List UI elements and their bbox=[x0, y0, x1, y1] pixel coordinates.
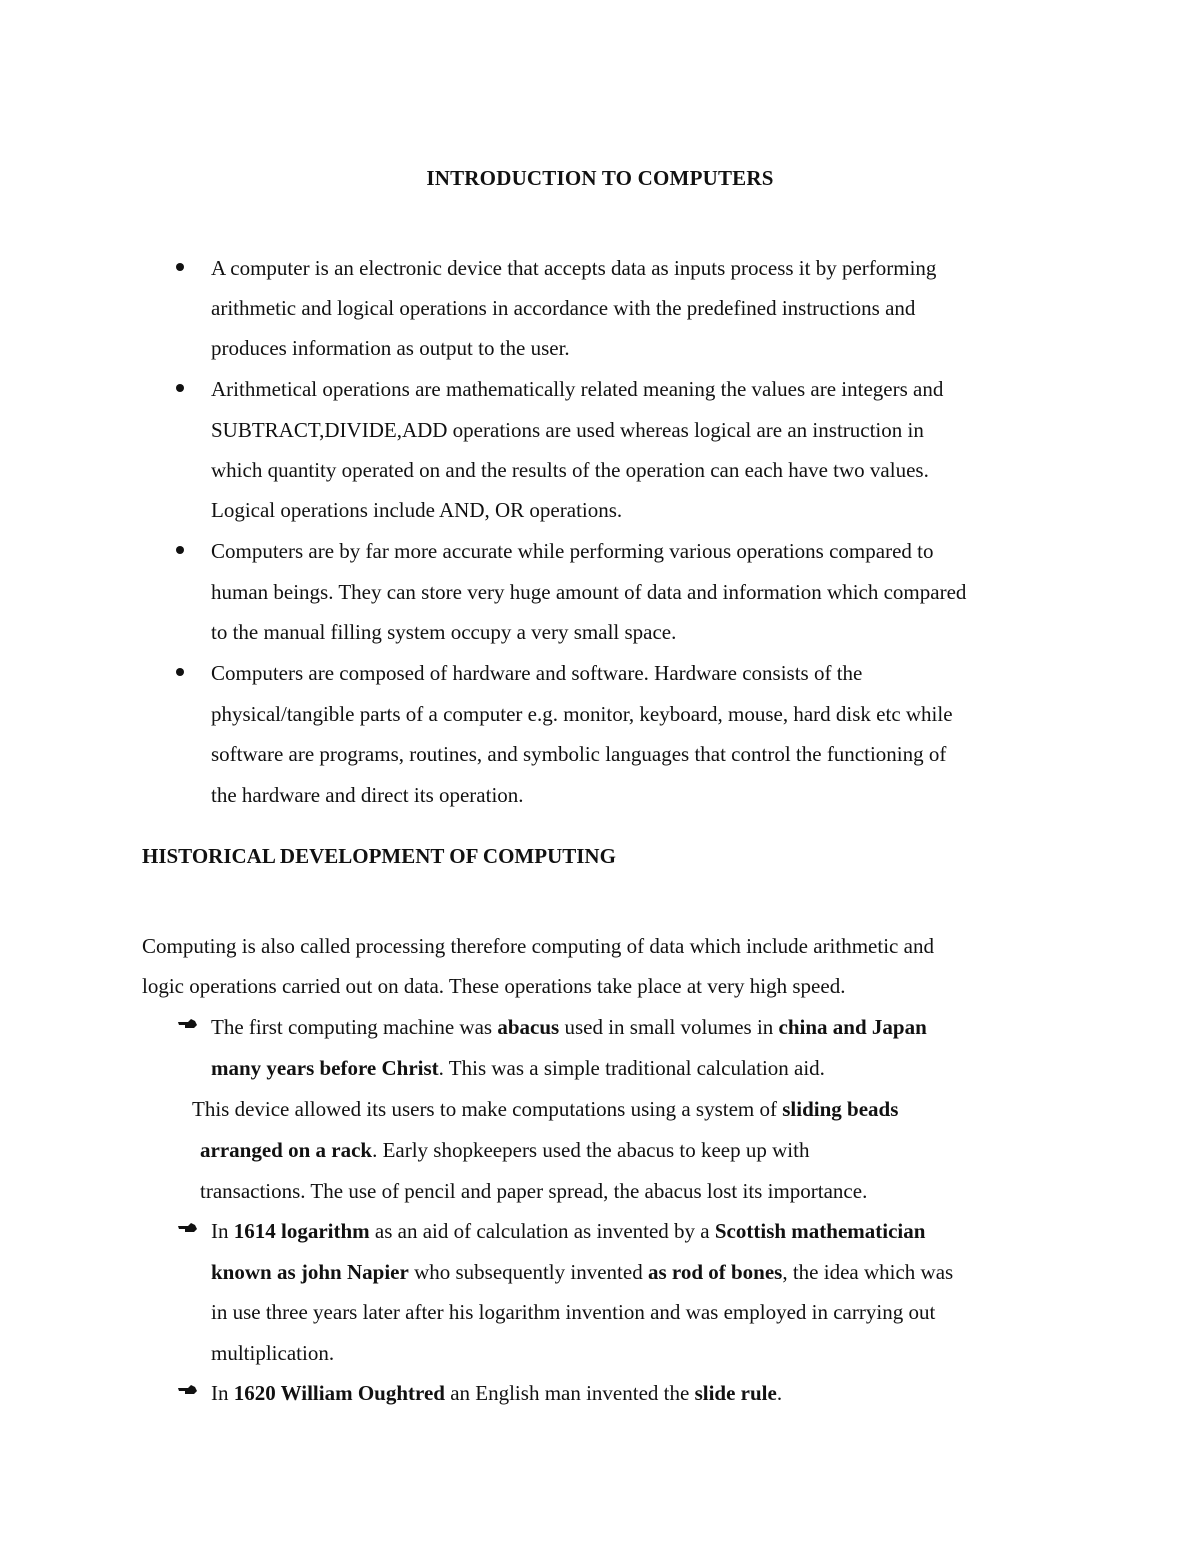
napier-term: Scottish mathematician bbox=[714, 1219, 926, 1243]
abacus-line-5: transactions. The use of pencil and paper spread, the abacus lost its importance. bbox=[200, 1179, 868, 1203]
bullet-4-line-2: physical/tangible parts of a computer e.g. monitor, keyboard, mouse, hard disk etc while bbox=[211, 702, 953, 726]
napier-text: as an aid of calculation as invented by a bbox=[369, 1219, 715, 1243]
abacus-text: . This was a simple traditional calculation aid. bbox=[438, 1056, 825, 1080]
bullet-icon bbox=[176, 263, 184, 271]
abacus-text: This device allowed its users to make computations using a system of bbox=[192, 1097, 783, 1121]
napier-text: who subsequently invented bbox=[408, 1260, 648, 1284]
oughtred-term: 1620 William Oughtred bbox=[233, 1381, 445, 1405]
history-intro-line-2: logic operations carried out on data. These operations take place at very high speed. bbox=[142, 974, 846, 998]
abacus-term: sliding beads bbox=[782, 1097, 899, 1121]
history-intro-line-1: Computing is also called processing therefore computing of data which include arithmetic and bbox=[142, 934, 934, 958]
bullet-2-line-3: which quantity operated on and the results of the operation can each have two values. bbox=[211, 458, 929, 482]
napier-line-4: multiplication. bbox=[211, 1341, 335, 1365]
bullet-4-line-4: the hardware and direct its operation. bbox=[211, 783, 524, 807]
napier-text: , the idea which was bbox=[782, 1260, 954, 1284]
bullet-3-line-1: Computers are by far more accurate while performing various operations compared to bbox=[211, 539, 934, 563]
bullet-icon bbox=[176, 546, 184, 554]
abacus-term: many years before Christ bbox=[211, 1056, 439, 1080]
section-heading-history: HISTORICAL DEVELOPMENT OF COMPUTING bbox=[142, 844, 616, 868]
abacus-text: The first computing machine was bbox=[211, 1015, 498, 1039]
oughtred-text: . bbox=[776, 1381, 783, 1405]
oughtred-term: slide rule bbox=[694, 1381, 777, 1405]
bullet-2-line-2: SUBTRACT,DIVIDE,ADD operations are used whereas logical are an instruction in bbox=[211, 418, 924, 442]
bullet-3-line-3: to the manual filling system occupy a very small space. bbox=[211, 620, 677, 644]
abacus-term: arranged on a rack bbox=[200, 1138, 373, 1162]
abacus-term: abacus bbox=[497, 1015, 560, 1039]
napier-line-1 bbox=[211, 1217, 925, 1245]
napier-text: In bbox=[211, 1219, 234, 1243]
bullet-icon bbox=[176, 668, 184, 676]
abacus-text: . Early shopkeepers used the abacus to keep up with bbox=[372, 1138, 810, 1162]
abacus-line-3 bbox=[192, 1095, 898, 1123]
bullet-icon bbox=[176, 384, 184, 392]
abacus-line-2 bbox=[211, 1054, 825, 1082]
bullet-3-line-2: human beings. They can store very huge amount of data and information which compared bbox=[211, 580, 967, 604]
bullet-2-line-4: Logical operations include AND, OR operations. bbox=[211, 498, 623, 522]
bullet-1-line-3: produces information as output to the user. bbox=[211, 336, 570, 360]
abacus-text: used in small volumes in bbox=[559, 1015, 779, 1039]
page-title: INTRODUCTION TO COMPUTERS bbox=[426, 166, 774, 190]
bullet-2-line-1: Arithmetical operations are mathematically related meaning the values are integers and bbox=[211, 377, 944, 401]
napier-term: as rod of bones bbox=[647, 1260, 783, 1284]
napier-term: known as john Napier bbox=[211, 1260, 409, 1284]
abacus-line-4 bbox=[200, 1136, 809, 1164]
bullet-1-line-1: A computer is an electronic device that accepts data as inputs process it by performing bbox=[211, 256, 937, 280]
bullet-1-line-2: arithmetic and logical operations in accordance with the predefined instructions and bbox=[211, 296, 916, 320]
bullet-4-line-3: software are programs, routines, and symbolic languages that control the functioning of bbox=[211, 742, 947, 766]
napier-term: 1614 logarithm bbox=[233, 1219, 370, 1243]
abacus-term: china and Japan bbox=[778, 1015, 927, 1039]
oughtred-line-1 bbox=[211, 1379, 782, 1407]
pointing-hand-icon bbox=[177, 1016, 199, 1032]
pointing-hand-icon bbox=[177, 1220, 199, 1236]
napier-line-2 bbox=[211, 1258, 953, 1286]
napier-line-3: in use three years later after his logarithm invention and was employed in carrying out bbox=[211, 1300, 936, 1324]
bullet-4-line-1: Computers are composed of hardware and software. Hardware consists of the bbox=[211, 661, 863, 685]
oughtred-text: an English man invented the bbox=[444, 1381, 695, 1405]
pointing-hand-icon bbox=[177, 1382, 199, 1398]
oughtred-text: In bbox=[211, 1381, 234, 1405]
abacus-line-1 bbox=[211, 1013, 927, 1041]
